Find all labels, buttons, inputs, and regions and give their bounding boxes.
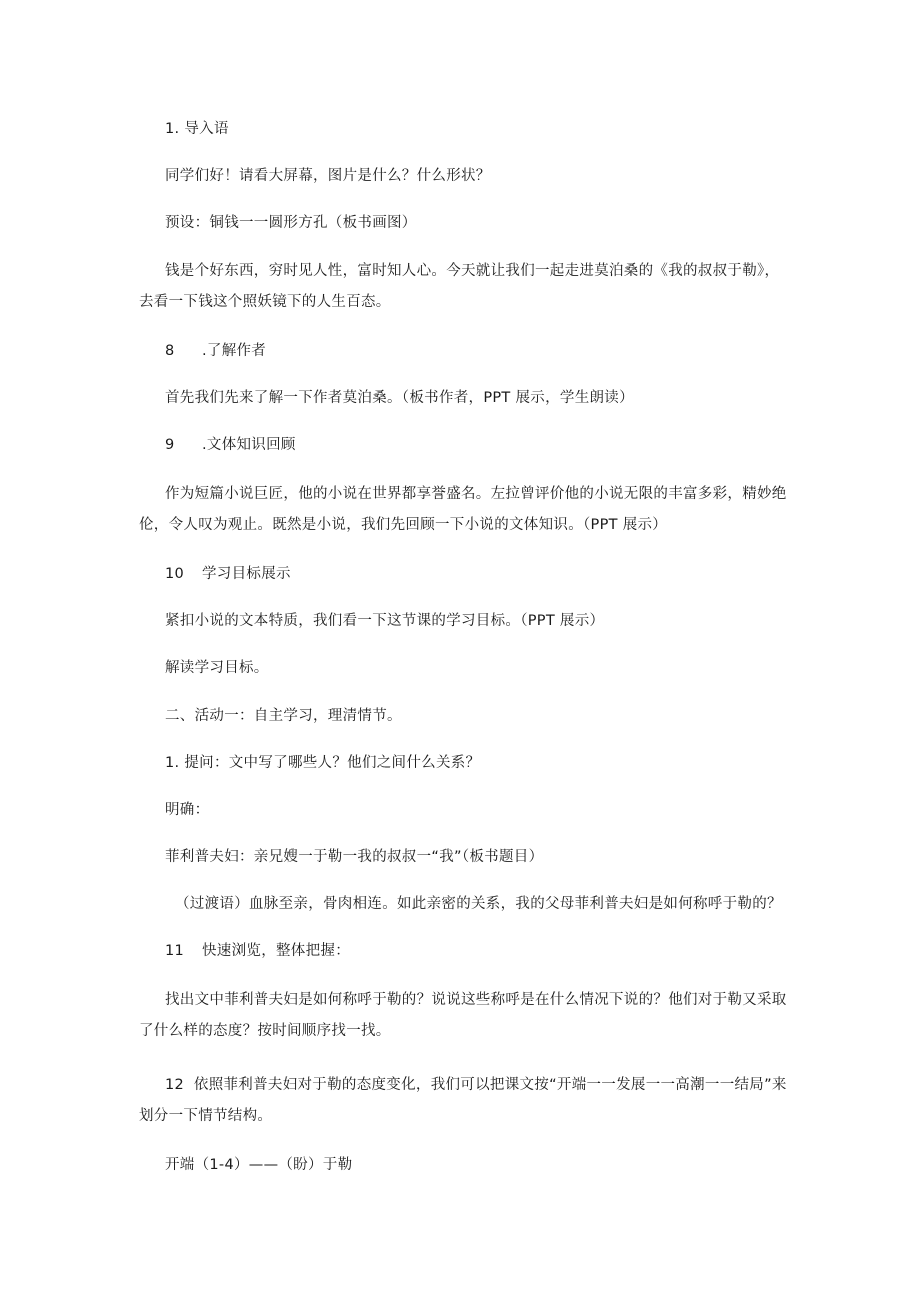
numbered-heading: [165, 435, 296, 455]
heading-text: .文体知识回顾: [202, 437, 296, 453]
paragraph: 同学们好！请看大屏幕，图片是什么？什么形状？: [165, 168, 491, 184]
paragraph-number: 12: [165, 1077, 185, 1093]
paragraph: 找出文中菲利普夫妇是如何称呼于勒的？说说这些称呼是在什么情况下说的？他们对于勒又采取了什么样的态度？按时间顺序找一找。: [139, 992, 787, 1039]
heading-number: 10: [165, 566, 185, 582]
heading-text: 学习目标展示: [202, 566, 291, 582]
paragraph: 明确：: [165, 802, 210, 818]
heading-number: 8: [165, 343, 175, 359]
paragraph: 菲利普夫妇：亲兄嫂一于勒一我的叔叔一“我”（板书题目）: [165, 849, 544, 865]
paragraph: 首先我们先来了解一下作者莫泊桑。（板书作者，PPT 展示，学生朗读）: [165, 390, 634, 406]
numbered-heading: [165, 941, 350, 961]
heading-number: 11: [165, 943, 185, 959]
numbered-paragraph: [139, 1070, 794, 1132]
numbered-heading: [165, 564, 291, 584]
paragraph: 开端（1-4）——（盼）于勒: [165, 1157, 353, 1173]
paragraph: 1. 提问：文中写了哪些人？他们之间什么关系？: [165, 755, 481, 771]
heading-number: 9: [165, 437, 175, 453]
heading-text: 快速浏览，整体把握：: [202, 943, 350, 959]
paragraph: 钱是个好东西，穷时见人性，富时知人心。今天就让我们一起走进莫泊桑的《我的叔叔于勒》，去看一下钱这个照妖镜下的人生百态。: [139, 263, 780, 310]
paragraph: （过渡语）血脉至亲，骨肉相连。如此亲密的关系，我的父母菲利普夫妇是如何称呼于勒的？: [175, 896, 782, 912]
paragraph: 解读学习目标。: [165, 660, 269, 676]
heading-intro: 1. 导入语: [165, 121, 229, 137]
paragraph-text: 依照菲利普夫妇对于勒的态度变化，我们可以把课文按“开端一一发展一一高潮一一结局”来划分一下情节结构。: [139, 1077, 787, 1124]
heading-text: .了解作者: [202, 343, 267, 359]
paragraph: 作为短篇小说巨匠，他的小说在世界都享誉盛名。左拉曾评价他的小说无限的丰富多彩，精妙绝伦，令人叹为观止。既然是小说，我们先回顾一下小说的文体知识。（PPT 展示）: [139, 486, 787, 533]
paragraph: 预设：铜钱一一圆形方孔（板书画图）: [165, 215, 417, 231]
numbered-heading: [165, 341, 266, 361]
section-heading: 二、活动一：自主学习，理清情节。: [165, 708, 402, 724]
paragraph: 紧扣小说的文本特质，我们看一下这节课的学习目标。（PPT 展示）: [165, 613, 605, 629]
